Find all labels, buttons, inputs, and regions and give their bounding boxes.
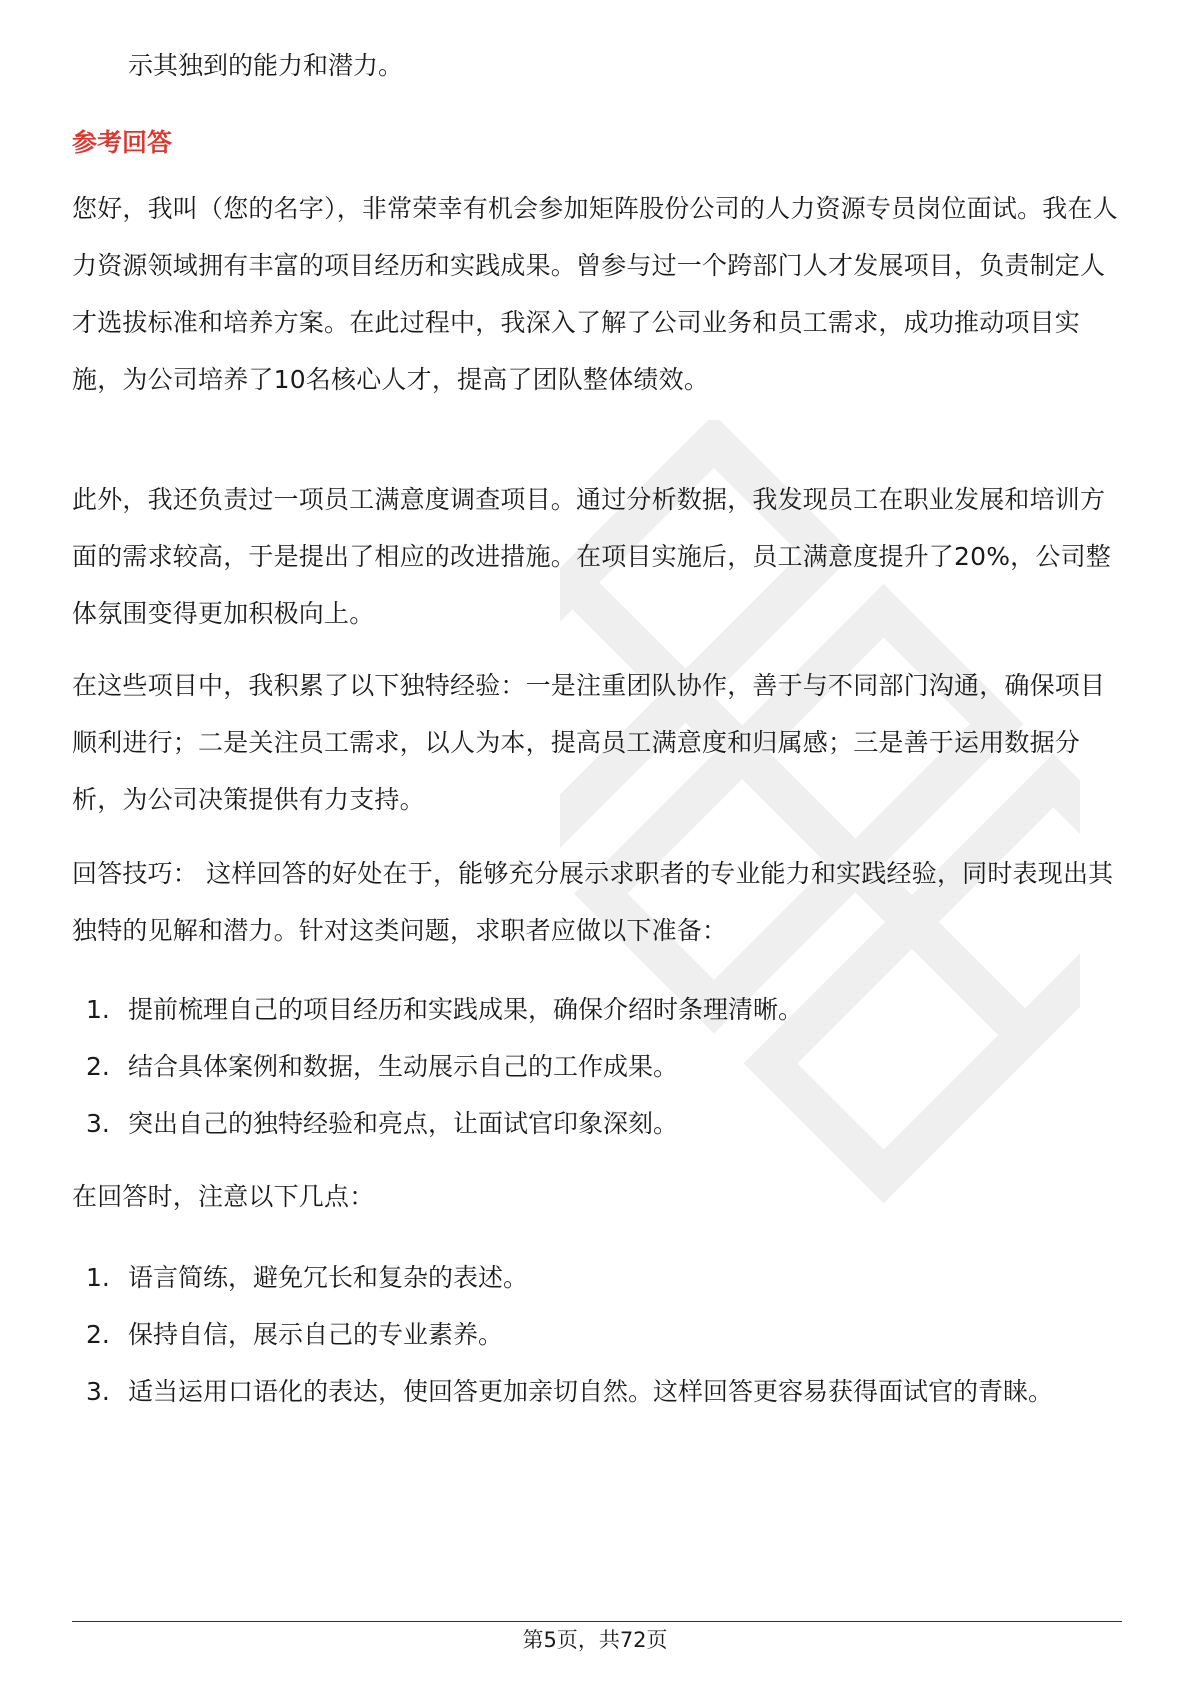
paragraph-experience: 在这些项目中，我积累了以下独特经验：一是注重团队协作，善于与不同部门沟通，确保项目顺利进行；二是关注员工需求，以人为本，提高员工满意度和归属感；三是善于运用数据分析，为公司决策提供有力支持。 (72, 671, 1106, 814)
list-number: 2. (86, 1320, 110, 1349)
list-number: 2. (86, 1052, 110, 1081)
page-number: 第5页，共72页 (522, 1628, 668, 1652)
section-heading: 参考回答 (72, 128, 173, 157)
list-number: 1. (86, 1263, 110, 1292)
notice-intro: 在回答时，注意以下几点： (72, 1182, 375, 1211)
list-number: 1. (86, 995, 110, 1024)
continuation-line: 示其独到的能力和潜力。 (128, 51, 404, 80)
list-item (72, 1249, 1122, 1306)
list-item (72, 1363, 1122, 1420)
list-number: 3. (86, 1109, 110, 1138)
footer-divider (72, 1621, 1122, 1622)
list-item (72, 1038, 1122, 1095)
list-item (72, 981, 1122, 1038)
paragraph-intro: 您好，我叫（您的名字），非常荣幸有机会参加矩阵股份公司的人力资源专员岗位面试。我在人力资源领域拥有丰富的项目经历和实践成果。曾参与过一个跨部门人才发展项目，负责制定人才选拔标准和培养方案。在此过程中，我深入了解了公司业务和员工需求，成功推动项目实施，为公司培养了10名核心人才，提高了团队整体绩效。 (72, 194, 1118, 394)
paragraph-tips: 回答技巧： 这样回答的好处在于，能够充分展示求职者的专业能力和实践经验，同时表现出其独特的见解和潜力。针对这类问题，求职者应做以下准备： (72, 859, 1114, 945)
list-item-text: 语言简练，避免冗长和复杂的表述。 (128, 1263, 529, 1292)
notice-list (72, 1249, 1122, 1420)
preparation-list (72, 981, 1122, 1152)
list-item-text: 适当运用口语化的表达，使回答更加亲切自然。这样回答更容易获得面试官的青睐。 (128, 1377, 1054, 1406)
paragraph-survey: 此外，我还负责过一项员工满意度调查项目。通过分析数据，我发现员工在职业发展和培训方面的需求较高，于是提出了相应的改进措施。在项目实施后，员工满意度提升了20%，公司整体氛围变得更加积极向上。 (72, 485, 1111, 628)
list-item (72, 1095, 1122, 1152)
list-item (72, 1306, 1122, 1363)
list-item-text: 突出自己的独特经验和亮点，让面试官印象深刻。 (128, 1109, 679, 1138)
list-item-text: 保持自信，展示自己的专业素养。 (128, 1320, 504, 1349)
list-item-text: 结合具体案例和数据，生动展示自己的工作成果。 (128, 1052, 679, 1081)
list-number: 3. (86, 1377, 110, 1406)
list-item-text: 提前梳理自己的项目经历和实践成果，确保介绍时条理清晰。 (128, 995, 804, 1024)
